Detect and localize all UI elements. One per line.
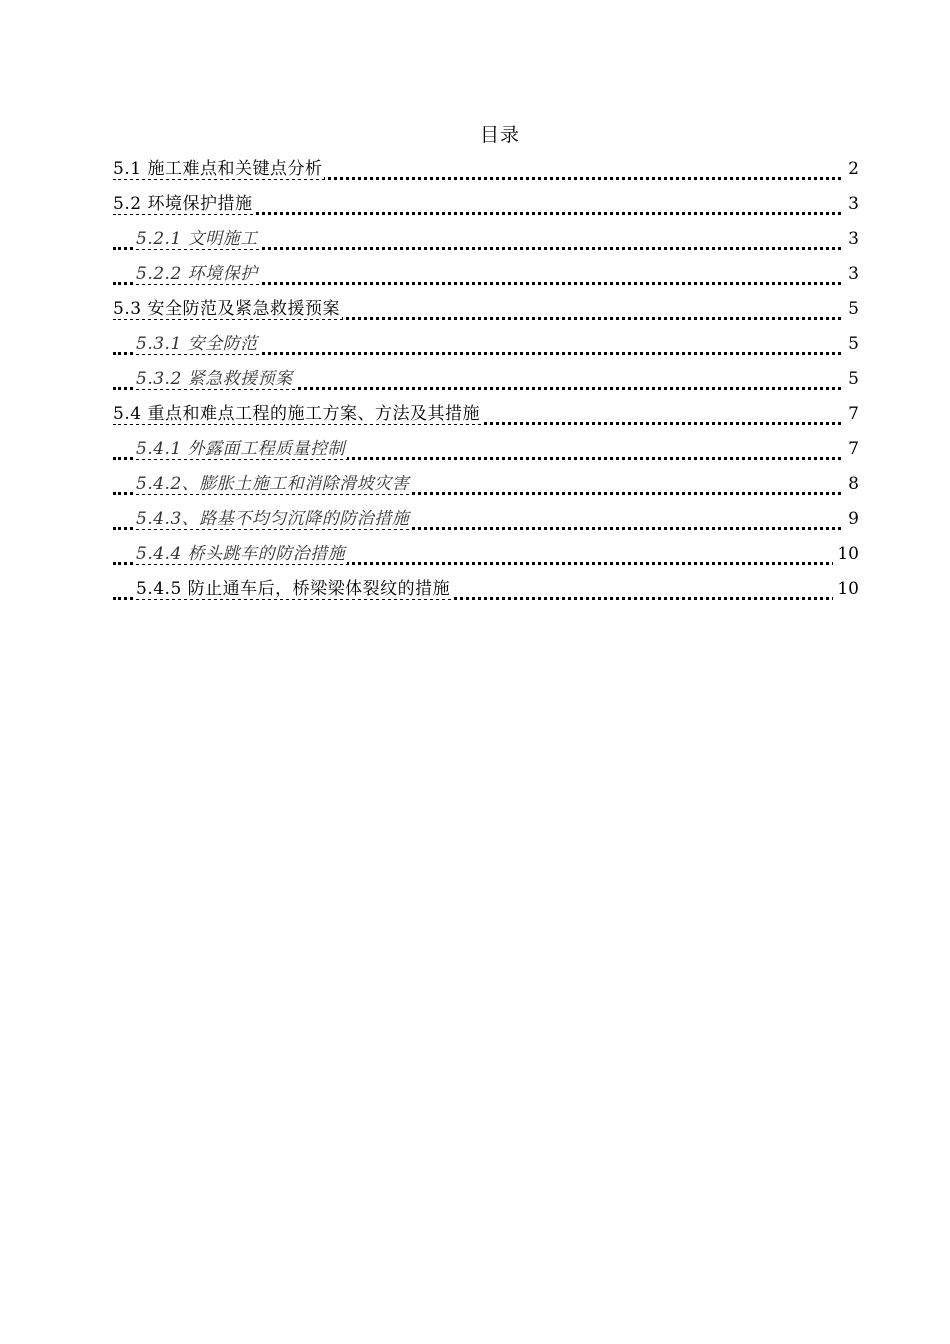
toc-entry[interactable] — [113, 295, 859, 330]
toc-page-number: 2 — [844, 155, 859, 183]
toc-entry[interactable] — [113, 260, 859, 295]
toc-entry-title: 5.4.5 防止通车后，桥梁梁体裂纹的措施 — [136, 579, 451, 599]
toc-entry-title: 5.4.2、膨胀土施工和消除滑坡灾害 — [136, 474, 410, 494]
toc-entry[interactable] — [113, 225, 859, 260]
toc-entry[interactable] — [113, 540, 859, 575]
toc-page-number: 3 — [844, 260, 859, 288]
toc-entry-title: 5.4.4 桥头跳车的防治措施 — [136, 544, 346, 564]
toc-entry-title: 5.3 安全防范及紧急救援预案 — [113, 299, 340, 319]
toc-page-number: 5 — [844, 330, 859, 358]
toc-page-number: 8 — [844, 470, 859, 498]
toc-entry-title: 5.3.1 安全防范 — [136, 334, 258, 354]
toc-entry[interactable] — [113, 330, 859, 365]
toc-entry-title: 5.4.3、路基不均匀沉降的防治措施 — [136, 509, 410, 529]
toc-page-number: 5 — [844, 295, 859, 323]
toc-entry[interactable] — [113, 435, 859, 470]
toc-page-number: 9 — [844, 505, 859, 533]
toc-title: 目录 — [479, 124, 520, 146]
toc-entry-title: 5.4 重点和难点工程的施工方案、方法及其措施 — [113, 404, 480, 424]
toc-page-number: 10 — [833, 540, 859, 568]
toc-entry[interactable] — [113, 505, 859, 540]
toc-entry-title: 5.2.1 文明施工 — [136, 229, 258, 249]
toc-entry-title: 5.4.1 外露面工程质量控制 — [136, 439, 346, 459]
toc-entry-title: 5.2.2 环境保护 — [136, 264, 258, 284]
toc-page-number: 3 — [844, 225, 859, 253]
toc-entry-title: 5.2 环境保护措施 — [113, 194, 253, 214]
toc-entry[interactable] — [113, 155, 859, 190]
toc-page-number: 5 — [844, 365, 859, 393]
toc-entry[interactable] — [113, 365, 859, 400]
toc-page-number: 7 — [844, 435, 859, 463]
toc-page-number: 7 — [844, 400, 859, 428]
toc-page-number: 10 — [833, 575, 859, 603]
toc-page-number: 3 — [844, 190, 859, 218]
toc-entry[interactable] — [113, 190, 859, 225]
toc-entry-title: 5.3.2 紧急救援预案 — [136, 369, 293, 389]
toc-entry[interactable] — [113, 470, 859, 505]
toc-entry[interactable] — [113, 400, 859, 435]
toc-entry[interactable] — [113, 575, 859, 610]
table-of-contents — [113, 155, 859, 610]
toc-entry-title: 5.1 施工难点和关键点分析 — [113, 159, 323, 179]
